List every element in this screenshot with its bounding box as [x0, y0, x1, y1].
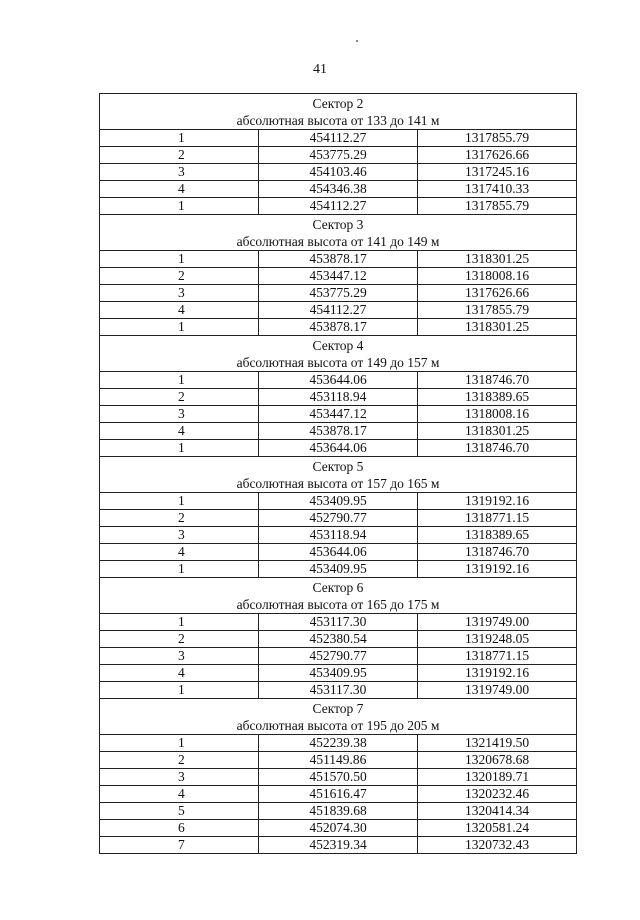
- table-row: [100, 372, 577, 389]
- coordinate-x: 453117.30: [259, 682, 418, 699]
- coordinate-y: 1318771.15: [418, 648, 577, 665]
- sector-height-row: [100, 717, 577, 735]
- sector-height-row: [100, 596, 577, 614]
- sector-height-range: абсолютная высота от 157 до 165 м: [100, 475, 577, 493]
- coordinate-y: 1318746.70: [418, 544, 577, 561]
- coordinate-x: 452074.30: [259, 820, 418, 837]
- sector-title: Сектор 7: [100, 699, 577, 718]
- coordinate-y: 1317626.66: [418, 147, 577, 164]
- table-row: [100, 786, 577, 803]
- coordinate-x: 453117.30: [259, 614, 418, 631]
- coordinate-y: 1317410.33: [418, 181, 577, 198]
- scan-speck: [356, 40, 358, 42]
- point-number: 2: [100, 510, 259, 527]
- coordinate-x: 452319.34: [259, 837, 418, 854]
- point-number: 4: [100, 423, 259, 440]
- coordinate-y: 1319248.05: [418, 631, 577, 648]
- sector-height-row: [100, 233, 577, 251]
- point-number: 6: [100, 820, 259, 837]
- coordinate-y: 1318771.15: [418, 510, 577, 527]
- point-number: 7: [100, 837, 259, 854]
- point-number: 2: [100, 631, 259, 648]
- coordinate-x: 453878.17: [259, 423, 418, 440]
- table-row: [100, 285, 577, 302]
- table-row: [100, 510, 577, 527]
- coordinate-x: 453409.95: [259, 561, 418, 578]
- coordinate-x: 453878.17: [259, 319, 418, 336]
- point-number: 2: [100, 752, 259, 769]
- coordinate-x: 454346.38: [259, 181, 418, 198]
- sector-title: Сектор 5: [100, 457, 577, 476]
- point-number: 1: [100, 251, 259, 268]
- coordinate-x: 453447.12: [259, 268, 418, 285]
- coordinate-y: 1320189.71: [418, 769, 577, 786]
- sector-title: Сектор 4: [100, 336, 577, 355]
- sector-height-range: абсолютная высота от 195 до 205 м: [100, 717, 577, 735]
- coordinate-x: 454112.27: [259, 130, 418, 147]
- point-number: 2: [100, 147, 259, 164]
- coordinates-table-body: [100, 94, 577, 854]
- sector-height-range: абсолютная высота от 165 до 175 м: [100, 596, 577, 614]
- coordinate-x: 453775.29: [259, 147, 418, 164]
- table-row: [100, 423, 577, 440]
- point-number: 1: [100, 614, 259, 631]
- point-number: 5: [100, 803, 259, 820]
- coordinate-x: 453409.95: [259, 665, 418, 682]
- sector-title-row: [100, 578, 577, 597]
- coordinate-y: 1318008.16: [418, 268, 577, 285]
- point-number: 4: [100, 665, 259, 682]
- point-number: 3: [100, 527, 259, 544]
- table-row: [100, 181, 577, 198]
- point-number: 1: [100, 561, 259, 578]
- table-row: [100, 406, 577, 423]
- coordinate-y: 1319192.16: [418, 493, 577, 510]
- sector-title-row: [100, 699, 577, 718]
- coordinate-y: 1318301.25: [418, 423, 577, 440]
- point-number: 3: [100, 164, 259, 181]
- page-number: 41: [313, 62, 327, 77]
- table-row: [100, 130, 577, 147]
- table-row: [100, 682, 577, 699]
- table-row: [100, 820, 577, 837]
- coordinate-y: 1319192.16: [418, 665, 577, 682]
- sector-title-row: [100, 215, 577, 234]
- coordinate-y: 1318301.25: [418, 251, 577, 268]
- coordinate-x: 453878.17: [259, 251, 418, 268]
- coordinate-x: 452239.38: [259, 735, 418, 752]
- coordinate-y: 1320678.68: [418, 752, 577, 769]
- coordinate-y: 1318389.65: [418, 389, 577, 406]
- coordinate-y: 1318746.70: [418, 372, 577, 389]
- table-row: [100, 440, 577, 457]
- point-number: 4: [100, 786, 259, 803]
- table-row: [100, 665, 577, 682]
- coordinate-x: 453118.94: [259, 527, 418, 544]
- sector-height-row: [100, 475, 577, 493]
- point-number: 4: [100, 181, 259, 198]
- point-number: 1: [100, 130, 259, 147]
- table-row: [100, 752, 577, 769]
- coordinate-y: 1320732.43: [418, 837, 577, 854]
- point-number: 1: [100, 440, 259, 457]
- coordinate-y: 1319192.16: [418, 561, 577, 578]
- coordinate-x: 453118.94: [259, 389, 418, 406]
- table-row: [100, 319, 577, 336]
- sector-title: Сектор 2: [100, 94, 577, 113]
- point-number: 2: [100, 389, 259, 406]
- table-row: [100, 561, 577, 578]
- coordinate-y: 1317245.16: [418, 164, 577, 181]
- coordinate-x: 454103.46: [259, 164, 418, 181]
- coordinate-y: 1318008.16: [418, 406, 577, 423]
- coordinate-y: 1320232.46: [418, 786, 577, 803]
- point-number: 3: [100, 406, 259, 423]
- sector-height-row: [100, 112, 577, 130]
- coordinate-y: 1317855.79: [418, 198, 577, 215]
- table-row: [100, 251, 577, 268]
- sector-title: Сектор 6: [100, 578, 577, 597]
- coordinate-x: 451149.86: [259, 752, 418, 769]
- sector-height-range: абсолютная высота от 149 до 157 м: [100, 354, 577, 372]
- table-row: [100, 147, 577, 164]
- coordinate-y: 1319749.00: [418, 682, 577, 699]
- table-row: [100, 198, 577, 215]
- table-row: [100, 268, 577, 285]
- table-row: [100, 302, 577, 319]
- coordinate-y: 1318746.70: [418, 440, 577, 457]
- coordinate-x: 452790.77: [259, 510, 418, 527]
- coordinate-x: 451839.68: [259, 803, 418, 820]
- table-row: [100, 769, 577, 786]
- table-row: [100, 803, 577, 820]
- point-number: 3: [100, 285, 259, 302]
- table-row: [100, 614, 577, 631]
- point-number: 1: [100, 682, 259, 699]
- coordinate-x: 453644.06: [259, 544, 418, 561]
- coordinate-y: 1317855.79: [418, 302, 577, 319]
- coordinate-y: 1320581.24: [418, 820, 577, 837]
- sector-title-row: [100, 336, 577, 355]
- table-row: [100, 631, 577, 648]
- coordinate-x: 452790.77: [259, 648, 418, 665]
- sector-height-range: абсолютная высота от 133 до 141 м: [100, 112, 577, 130]
- table-row: [100, 164, 577, 181]
- point-number: 4: [100, 302, 259, 319]
- point-number: 3: [100, 648, 259, 665]
- coordinates-table: [99, 93, 577, 854]
- coordinate-y: 1317626.66: [418, 285, 577, 302]
- sector-title-row: [100, 457, 577, 476]
- coordinate-y: 1320414.34: [418, 803, 577, 820]
- coordinate-y: 1317855.79: [418, 130, 577, 147]
- coordinate-y: 1321419.50: [418, 735, 577, 752]
- table-row: [100, 493, 577, 510]
- coordinate-x: 452380.54: [259, 631, 418, 648]
- table-row: [100, 389, 577, 406]
- coordinate-y: 1318389.65: [418, 527, 577, 544]
- point-number: 1: [100, 735, 259, 752]
- coordinate-x: 453409.95: [259, 493, 418, 510]
- table-row: [100, 735, 577, 752]
- sector-title-row: [100, 94, 577, 113]
- point-number: 3: [100, 769, 259, 786]
- point-number: 1: [100, 198, 259, 215]
- coordinate-y: 1318301.25: [418, 319, 577, 336]
- point-number: 1: [100, 493, 259, 510]
- table-row: [100, 837, 577, 854]
- coordinate-x: 451570.50: [259, 769, 418, 786]
- point-number: 4: [100, 544, 259, 561]
- coordinate-x: 453775.29: [259, 285, 418, 302]
- table-row: [100, 544, 577, 561]
- coordinate-x: 454112.27: [259, 302, 418, 319]
- coordinate-x: 453644.06: [259, 372, 418, 389]
- coordinate-x: 451616.47: [259, 786, 418, 803]
- coordinate-y: 1319749.00: [418, 614, 577, 631]
- sector-height-range: абсолютная высота от 141 до 149 м: [100, 233, 577, 251]
- table-row: [100, 648, 577, 665]
- point-number: 1: [100, 372, 259, 389]
- coordinate-x: 454112.27: [259, 198, 418, 215]
- point-number: 1: [100, 319, 259, 336]
- coordinate-x: 453644.06: [259, 440, 418, 457]
- sector-height-row: [100, 354, 577, 372]
- table-row: [100, 527, 577, 544]
- point-number: 2: [100, 268, 259, 285]
- sector-title: Сектор 3: [100, 215, 577, 234]
- coordinate-x: 453447.12: [259, 406, 418, 423]
